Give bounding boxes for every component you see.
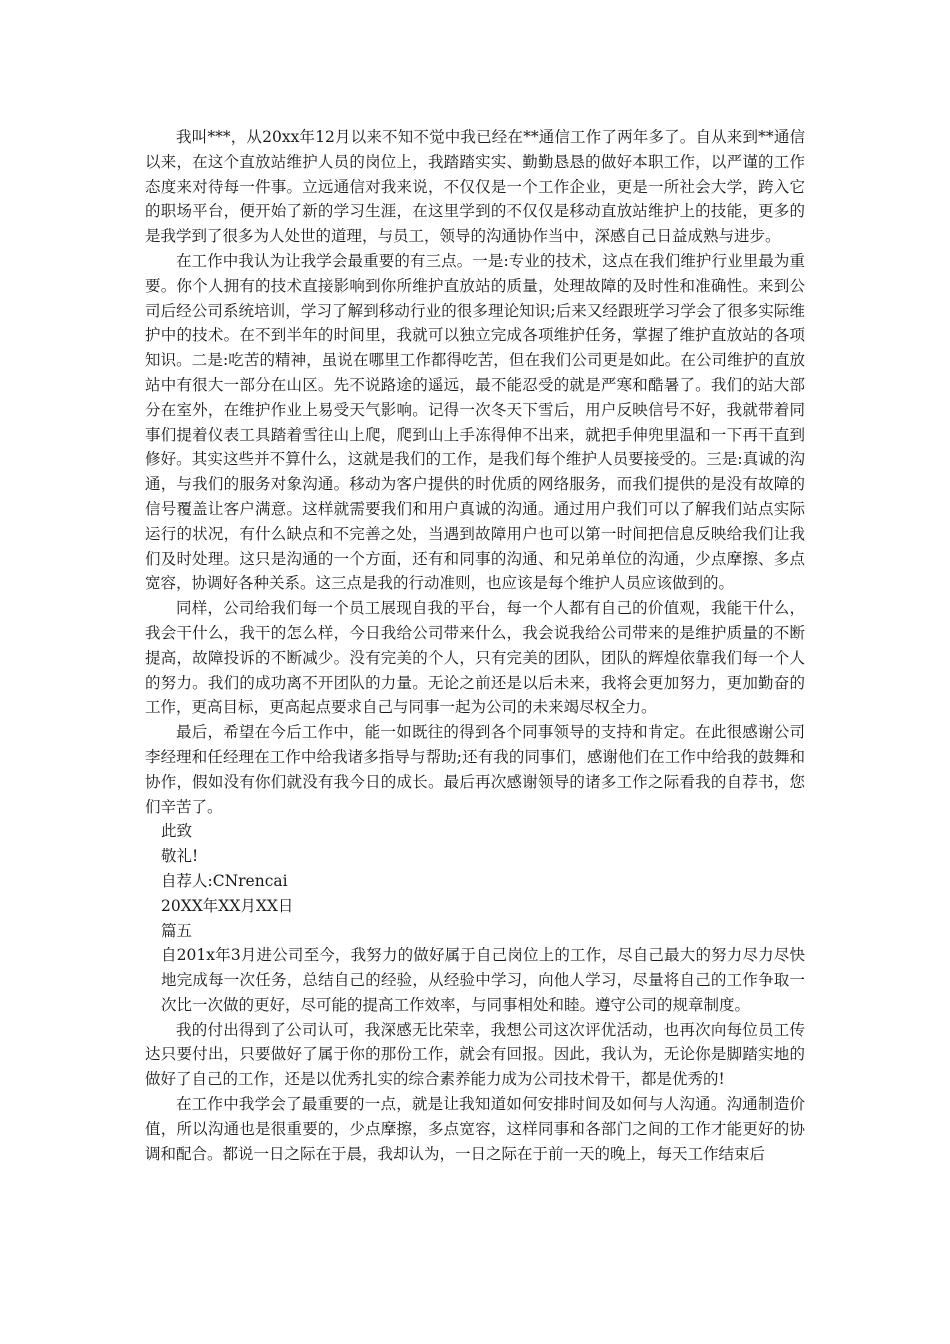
paragraph: 最后，希望在今后工作中，能一如既往的得到各个同事领导的支持和肯定。在此很感谢公司李经理和任经理在工作中给我诸多指导与帮助;还有我的同事们，感谢他们在工作中给我的鼓舞和协作，假如没有你们就没有我今日的成长。最后再次感谢领导的诸多工作之际看我的自荐书，您们辛苦了。: [145, 723, 805, 816]
paragraph: 我叫***，从20xx年12月以来不知不觉中我已经在**通信工作了两年多了。自从来到**通信以来，在这个直放站维护人员的岗位上，我踏踏实实、勤勤恳恳的做好本职工作，以严谨的工作态度来对待每一件事。立远通信对我来说，不仅仅是一个工作企业，更是一所社会大学，跨入它的职场平台，便开始了新的学习生涯，在这里学到的不仅仅是移动直放站维护上的技能，更多的是我学到了很多为人处世的道理，与员工，领导的沟通协作当中，深感自己日益成熟与进步。: [145, 128, 805, 246]
paragraph: 同样，公司给我们每一个员工展现自我的平台，每一个人都有自己的价值观，我能干什么，我会干什么，我干的怎么样，今日我给公司带来什么，我会说我给公司带来的是维护质量的不断提高，故障投诉的不断减少。没有完美的个人，只有完美的团队，团队的辉煌依靠我们每一个人的努力。我们的成功离不开团队的力量。无论之前还是以后未来，我将会更加努力，更加勤奋的工作，更高目标，更高起点要求自己与同事一起为公司的未来竭尽权全力。: [145, 599, 805, 717]
date: 20XX年XX月XX日: [161, 896, 294, 915]
section-title: 篇五: [161, 921, 193, 940]
paragraph: 自201x年3月进公司至今，我努力的做好属于自己岗位上的工作，尽自己最大的努力尽力尽快地完成每一次任务，总结自己的经验，从经验中学习，向他人学习，尽量将自己的工作争取一次比一次做的更好，尽可能的提高工作效率，与同事相处和睦。遵守公司的规章制度。: [161, 946, 805, 1014]
paragraph: 我的付出得到了公司认可，我深感无比荣幸，我想公司这次评优活动，也再次向每位员工传达只要付出，只要做好了属于你的那份工作，就会有回报。因此，我认为，无论你是脚踏实地的做好了自己的工作，还是以优秀扎实的综合素养能力成为公司技术骨干，都是优秀的!: [145, 1020, 805, 1089]
closing-salutation: 此致: [161, 822, 193, 841]
document-page: [145, 125, 805, 1166]
paragraph: 在工作中我认为让我学会最重要的有三点。一是:专业的技术，这点在我们维护行业里最为重要。你个人拥有的技术直接影响到你所维护直放站的质量，处理故障的及时性和准确性。来到公司后经公司系统培训，学习了解到移动行业的很多理论知识;后来又经跟班学习学会了很多实际维护中的技术。在不到半年的时间里，我就可以独立完成各项维护任务，掌握了维护直放站的各项知识。二是:吃苦的精神，虽说在哪里工作都得吃苦，但在我们公司更是如此。在公司维护的直放站中有很大一部分在山区。先不说路途的遥远，最不能忍受的就是严寒和酷暑了。我们的站大部分在室外，在维护作业上易受天气影响。记得一次冬天下雪后，用户反映信号不好，我就带着同事们提着仪表工具踏着雪往山上爬，爬到山上手冻得伸不出来，就把手伸兜里温和一下再干直到修好。其实这些并不算什么，这就是我们的工作，是我们每个维护人员要接受的。三是:真诚的沟通，与我们的服务对象沟通。移动为客户提供的时优质的网络服务，而我们提供的是没有故障的信号覆盖让客户满意。这样就需要我们和用户真诚的沟通。通过用户我们可以了解我们站点实际运行的状况，有什么缺点和不完善之处，当遇到故障用户也可以第一时间把信息反映给我们让我们及时处理。这只是沟通的一个方面，还有和同事的沟通、和兄弟单位的沟通，少点摩擦、多点宽容，协调好各种关系。这三点是我的行动准则，也应该是每个维护人员应该做到的。: [145, 251, 805, 593]
closing-regards: 敬礼!: [161, 847, 199, 866]
paragraph: 在工作中我学会了最重要的一点，就是让我知道如何安排时间及如何与人沟通。沟通制造价值，所以沟通也是很重要的，少点摩擦，多点宽容，这样同事和各部门之间的工作才能更好的协调和配合。都说一日之际在于晨，我却认为，一日之际在于前一天的晚上，每天工作结束后: [145, 1095, 805, 1163]
signature: 自荐人:CNrencai: [161, 871, 288, 890]
